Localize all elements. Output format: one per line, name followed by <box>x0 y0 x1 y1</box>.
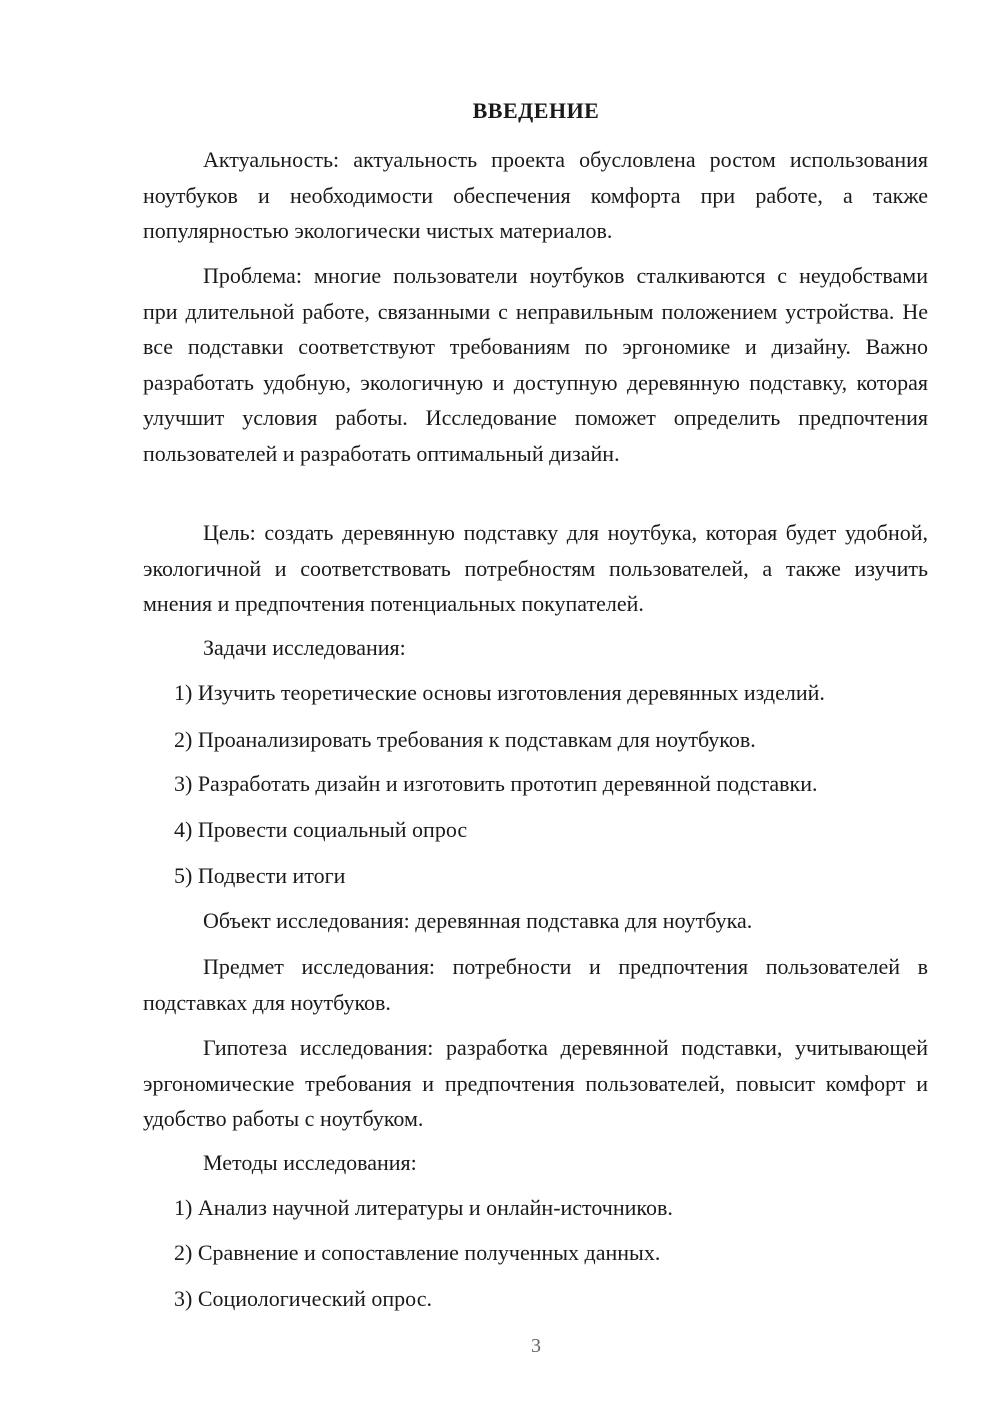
hypothesis-paragraph: Гипотеза исследования: разработка деревянной подставки, учитывающей эргономические требования и предпочтения пользователей, повысит комфорт и удобство работы с ноутбуком. <box>143 1035 928 1131</box>
relevance-paragraph: Актуальность: актуальность проекта обусловлена ростом использования ноутбуков и необходимости обеспечения комфорта при работе, а также популярностью экологически чистых материалов. <box>143 147 928 243</box>
methods-title: Методы исследования: <box>203 1150 417 1175</box>
method-item: 3) Социологический опрос. <box>174 1286 432 1311</box>
method-item: 1) Анализ научной литературы и онлайн-источников. <box>174 1195 673 1220</box>
method-item: 2) Сравнение и сопоставление полученных данных. <box>174 1240 661 1265</box>
task-item: 1) Изучить теоретические основы изготовления деревянных изделий. <box>174 680 825 705</box>
goal-paragraph: Цель: создать деревянную подставку для ноутбука, которая будет удобной, экологичной и соответствовать потребностям пользователей, а также изучить мнения и предпочтения потенциальных покупателей. <box>143 520 928 616</box>
tasks-title: Задачи исследования: <box>203 635 406 660</box>
subject-paragraph: Предмет исследования: потребности и предпочтения пользователей в подставках для ноутбуков. <box>143 954 928 1015</box>
task-item: 3) Разработать дизайн и изготовить прототип деревянной подставки. <box>174 771 818 796</box>
page-number: 3 <box>531 1335 541 1357</box>
section-heading: ВВЕДЕНИЕ <box>472 98 600 123</box>
task-item: 5) Подвести итоги <box>174 863 346 888</box>
problem-paragraph: Проблема: многие пользователи ноутбуков сталкиваются с неудобствами при длительной работе, связанными с неправильным положением устройства. Не все подставки соответствуют требованиям по эргономике и дизайну. Важно разработать удобную, экологичную и доступную деревянную подставку, которая улучшит условия работы. Исследование поможет определить предпочтения пользователей и разработать оптимальный дизайн. <box>143 263 928 466</box>
object-paragraph: Объект исследования: деревянная подставка для ноутбука. <box>203 908 753 933</box>
task-item: 4) Провести социальный опрос <box>174 817 468 842</box>
task-item: 2) Проанализировать требования к подставкам для ноутбуков. <box>174 727 756 752</box>
